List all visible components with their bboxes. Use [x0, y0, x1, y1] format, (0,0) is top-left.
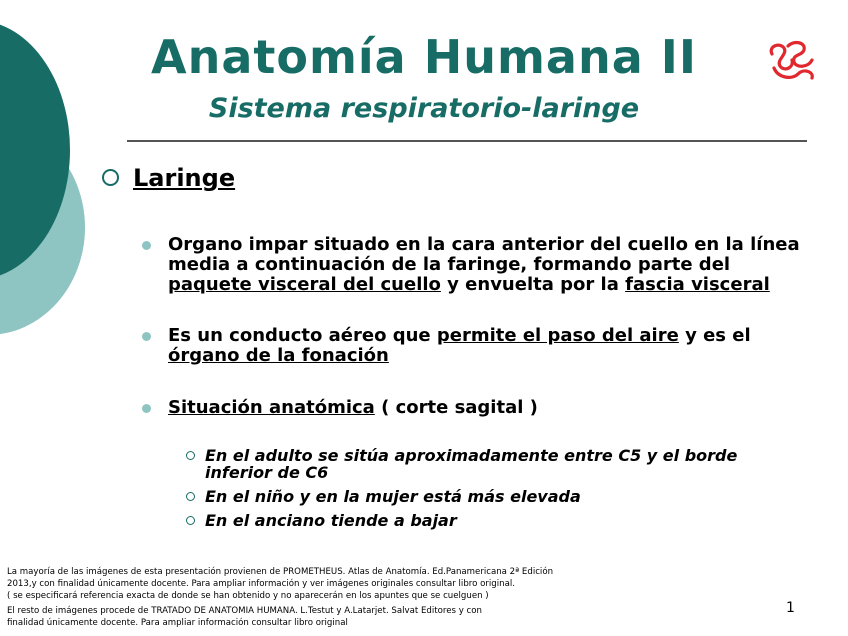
sub-bullet-text: En el anciano tiende a bajar — [205, 511, 457, 530]
slide-title: Anatomía Humana II — [151, 30, 697, 84]
bullet-text-part: Es un conducto aéreo que — [168, 325, 437, 346]
university-logo-icon — [764, 38, 820, 84]
heading-bullet-icon — [102, 169, 119, 186]
sub-bullet-item — [186, 512, 786, 529]
bullet-item — [142, 235, 810, 295]
page-number: 1 — [786, 600, 795, 616]
sub-bullet-text: En el adulto se sitúa aproximadamente entre C5 y el borde inferior de C6 — [205, 446, 738, 482]
bullet-text — [168, 398, 810, 418]
sub-bullet-ring-icon — [186, 492, 195, 501]
slide-subtitle: Sistema respiratorio-laringe — [208, 93, 640, 124]
sub-bullet-ring-icon — [186, 516, 195, 525]
bullet-dot-icon — [142, 404, 151, 413]
bullet-text-part: y es el — [678, 325, 751, 346]
bullet-item — [142, 326, 810, 366]
bullet-text-underlined: Situación anatómica — [168, 397, 375, 418]
footer-note: finalidad únicamente docente. Para ampliar información consultar libro original — [7, 618, 348, 628]
heading-text: Laringe — [133, 164, 236, 192]
bullet-text — [168, 235, 810, 295]
bullet-text-underlined: órgano de la fonación — [168, 345, 389, 366]
sub-bullet-item — [186, 488, 786, 505]
title-divider — [127, 140, 807, 142]
bullet-text-part: Organo impar situado en la cara anterior del cuello en la línea media a continuación de la faringe, formando parte del — [168, 234, 800, 275]
sub-bullet-text: En el niño y en la mujer está más elevada — [205, 487, 581, 506]
footer-note: El resto de imágenes procede de TRATADO DE ANATOMIA HUMANA. L.Testut y A.Latarjet. Salvat Editores y con — [7, 606, 482, 616]
bullet-text — [168, 326, 810, 366]
bullet-dot-icon — [142, 332, 151, 341]
bullet-text-underlined: paquete visceral del cuello — [168, 274, 441, 295]
bullet-text-underlined: permite el paso del aire — [436, 325, 679, 346]
bullet-text-part: ( corte sagital ) — [374, 397, 538, 418]
footer-note: La mayoría de las imágenes de esta presentación provienen de PROMETHEUS. Atlas de Anatomía. Ed.Panamericana 2ª Edición — [7, 567, 554, 577]
sub-bullet-ring-icon — [186, 451, 195, 460]
bullet-text-underlined: fascia visceral — [625, 274, 770, 295]
bullet-dot-icon — [142, 241, 151, 250]
bullet-item — [142, 398, 810, 418]
footer-note: 2013,y con finalidad únicamente docente. Para ampliar información y ver imágenes originales consultar libro original. — [7, 579, 515, 589]
sub-bullet-item — [186, 447, 786, 481]
bullet-text-part: y envuelta por la — [440, 274, 626, 295]
footer-note: ( se especificará referencia exacta de donde se han obtenido y no aparecerán en los apuntes que se cuelguen ) — [7, 591, 489, 601]
heading-item — [102, 164, 235, 192]
